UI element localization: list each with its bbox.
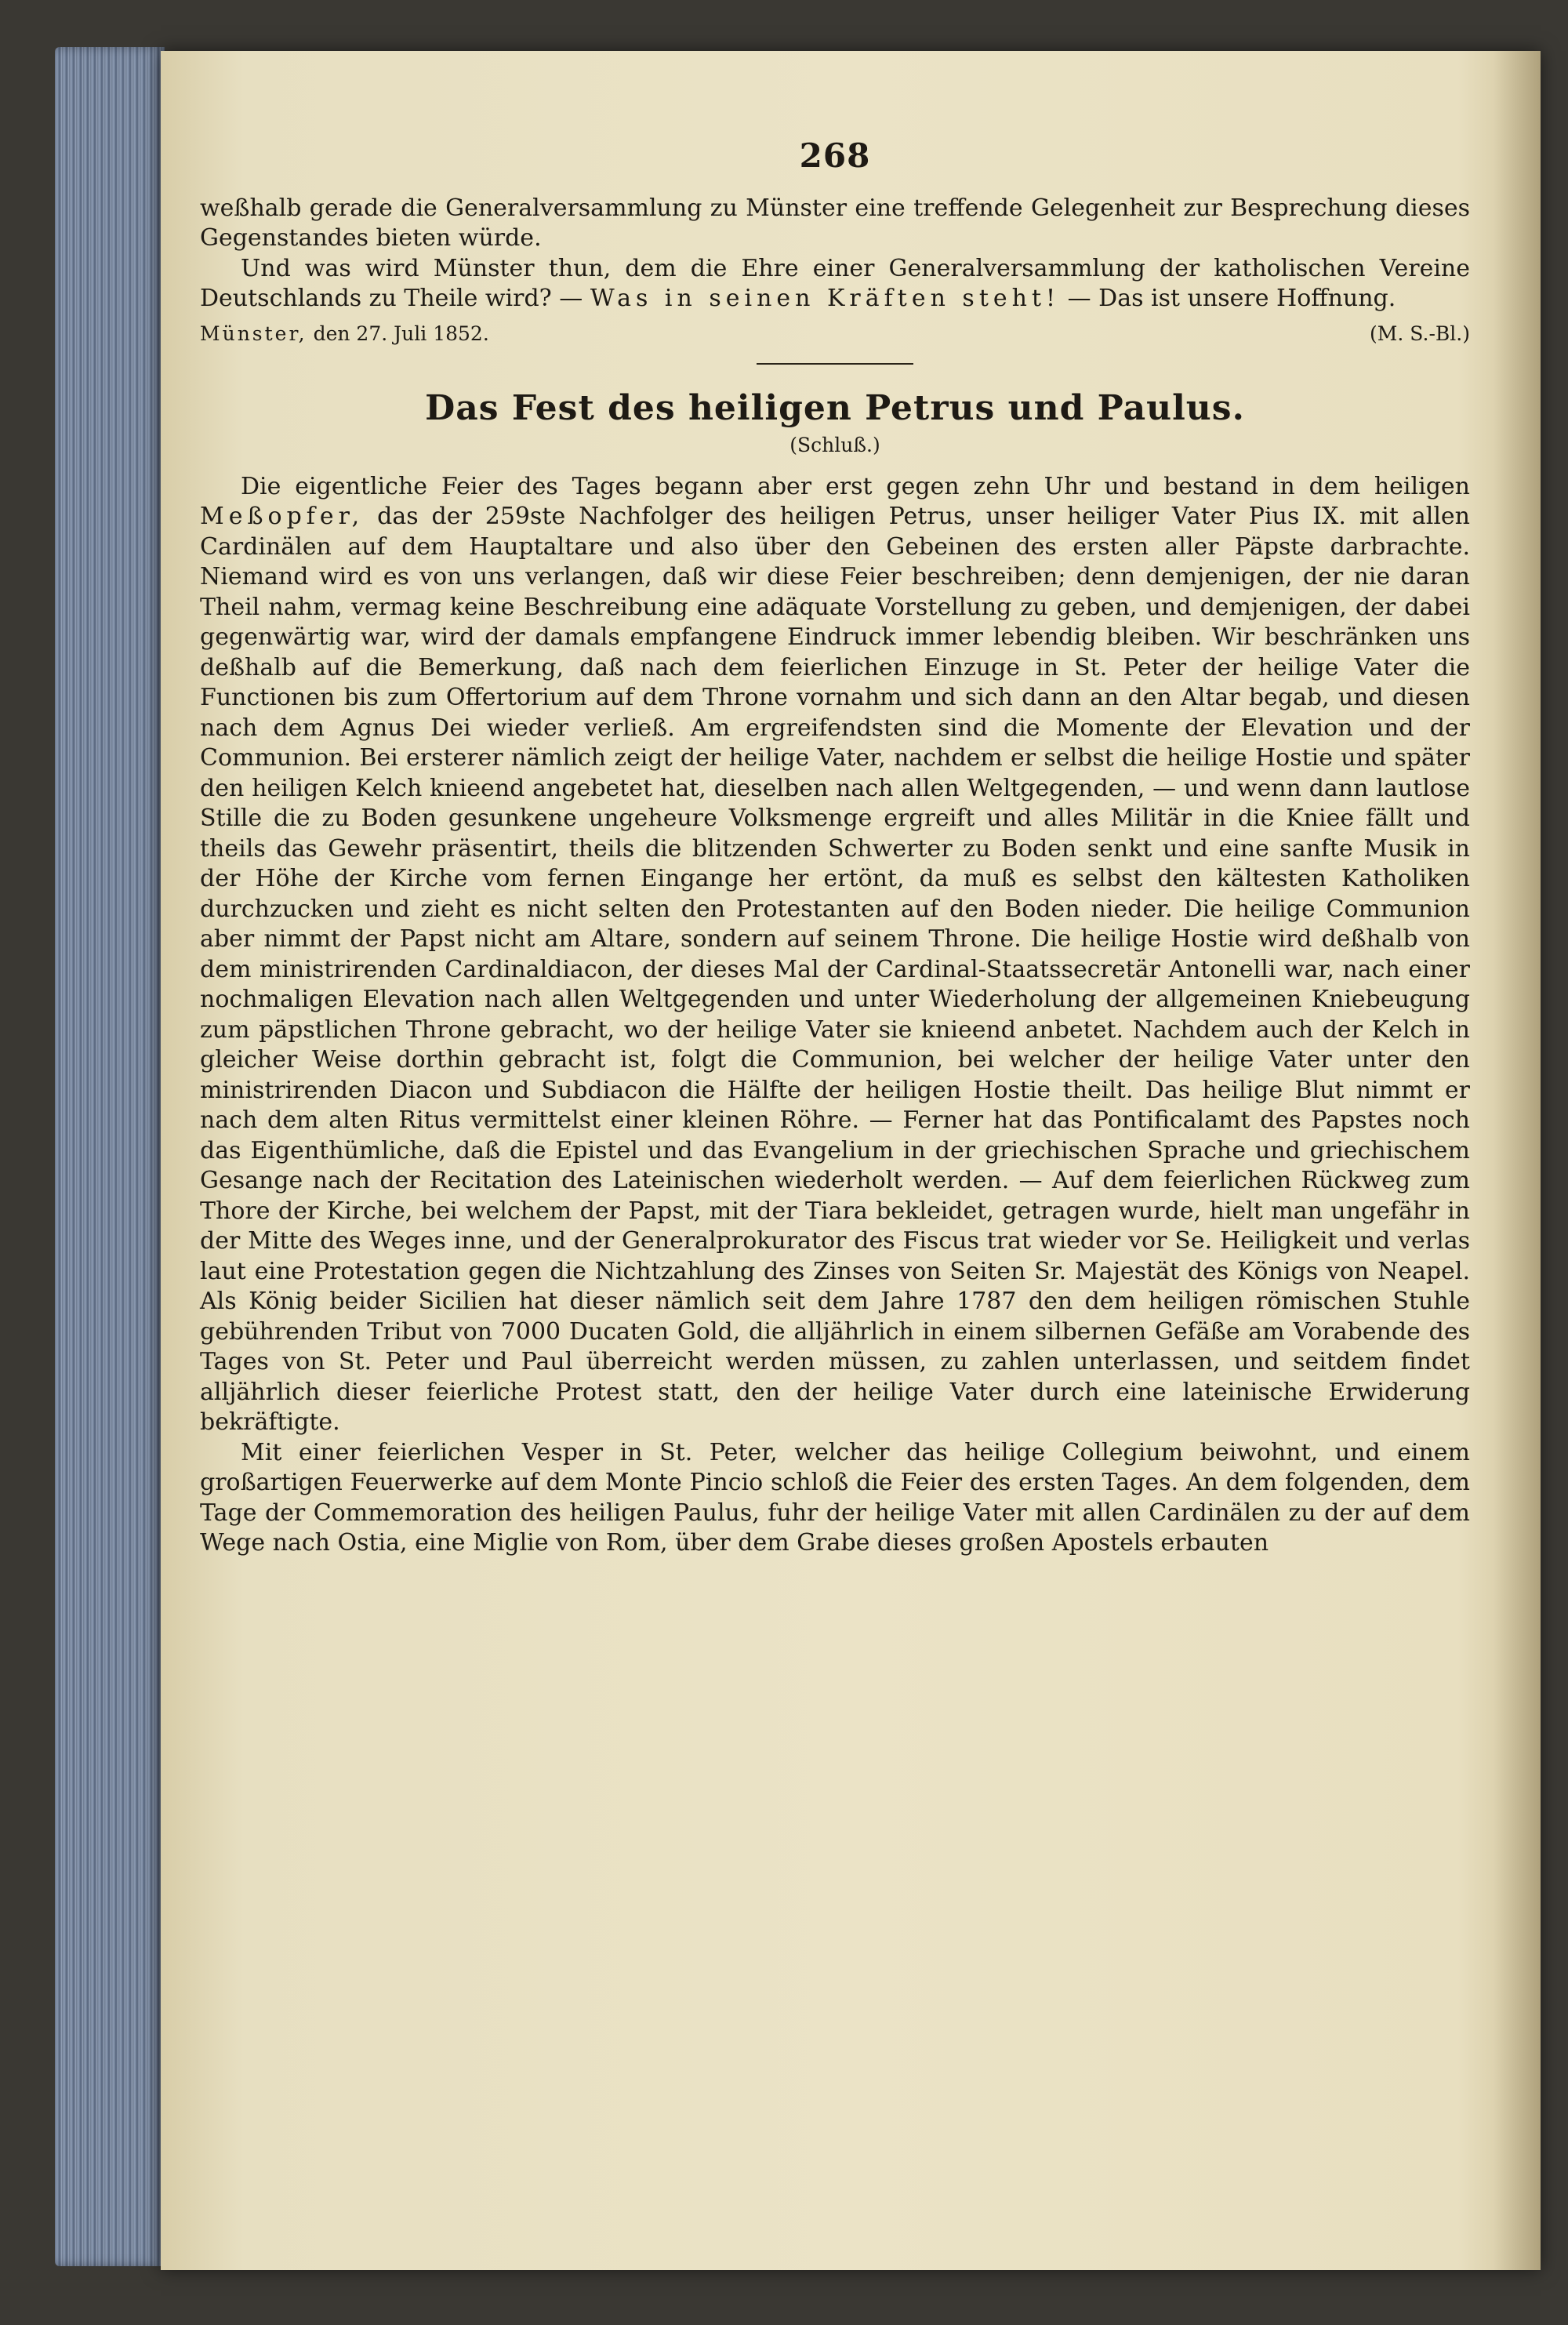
intro-paragraph-2-start: Und was wird Münster thun, dem die Ehre einer Generalversammlung der katholischen Vereine Deutschlands zu Theile wird? — (200, 254, 1470, 312)
signature-source: (M. S.-Bl.) (1370, 322, 1470, 345)
intro-paragraph-2 (200, 254, 1470, 314)
article-paragraph-1 (200, 472, 1470, 1438)
page-content (200, 136, 1470, 1559)
article-title: Das Fest des heiligen Petrus und Paulus. (425, 388, 1245, 428)
signature-line (200, 319, 1470, 350)
page-gutter-shadow (1494, 51, 1541, 2270)
intro-paragraph-2-end: — Das ist unsere Hoffnung. (1060, 285, 1396, 312)
page-number: 268 (799, 136, 871, 175)
article-paragraph-1-start: Die eigentliche Feier des Tages begann aber erst gegen zehn Uhr und bestand in dem heiligen (241, 472, 1470, 500)
signature-date: den 27. Juli 1852. (313, 322, 489, 345)
article-paragraph-2: Mit einer feierlichen Vesper in St. Peter, welcher das heilige Collegium beiwohnt, und einem großartigen Feuerwerke auf dem Monte Pincio schloß die Feier des ersten Tages. An dem folgenden, dem Tage der Commemoration des heiligen Paulus, fuhr der heilige Vater mit allen Cardinälen zu der auf dem Wege nach Ostia, eine Miglie von Rom, über dem Grabe dieses großen Apostels erbauten (200, 1438, 1470, 1557)
intro-paragraph-1: weßhalb gerade die Generalversammlung zu Münster eine treffende Gelegenheit zur Besprechung dieses Gegenstandes bieten würde. (200, 194, 1470, 252)
article-paragraph-1-emphasis: Meßopfer, (200, 503, 365, 530)
article-subtitle: (Schluß.) (789, 434, 880, 456)
book-page-edges (55, 47, 165, 2266)
section-divider (757, 363, 913, 365)
intro-paragraph-2-emphasis: Was in seinen Kräften steht! (590, 285, 1061, 312)
article-paragraph-1-end: das der 259ste Nachfolger des heiligen Petrus, unser heiliger Vater Pius IX. mit allen Cardinälen auf dem Hauptaltare und also über den Gebeinen des ersten aller Päpste darbrachte. Niemand wird es von uns verlangen, daß wir diese Feier beschreiben; denn demjenigen, der nie daran Theil nahm, vermag keine Beschreibung eine adäquate Vorstellung zu geben, und demjenigen, der dabei gegenwärtig war, wird der damals empfangene Eindruck immer lebendig bleiben. Wir beschränken uns deßhalb auf die Bemerkung, daß nach dem feierlichen Einzuge in St. Peter der heilige Vater die Functionen bis zum Offertorium auf dem Throne vornahm und sich dann an den Altar begab, und diesen nach dem Agnus Dei wieder verließ. Am ergreifendsten sind die Momente der Elevation und der Communion. Bei ersterer nämlich zeigt der heilige Vater, nachdem er selbst die heilige Hostie und später den heiligen Kelch knieend angebetet hat, dieselben nach allen Weltgegenden, — und wenn dann lautlose Stille die zu Boden gesunkene ungeheure Volksmenge ergreift und alles Militär in die Kniee fällt und theils das Gewehr präsentirt, theils die blitzenden Schwerter zu Boden senkt und eine sanfte Musik in der Höhe der Kirche vom fernen Eingange her ertönt, da muß es selbst den kältesten Katholiken durchzucken und zieht es nicht selten den Protestanten auf den Boden nieder. Die heilige Communion aber nimmt der Papst nicht am Altare, sondern auf seinem Throne. Die heilige Hostie wird deßhalb von dem ministrirenden Cardinaldiacon, der dieses Mal der Cardinal-Staatssecretär Antonelli war, nach einer nochmaligen Elevation nach allen Weltgegenden und unter Wiederholung der allgemeinen Kniebeugung zum päpstlichen Throne gebracht, wo der heilige Vater sie knieend anbetet. Nachdem auch der Kelch in gleicher Weise dorthin gebracht ist, folgt die Communion, bei welcher der heilige Vater unter den ministrirenden Diacon und Subdiacon die Hälfte der heiligen Hostie theilt. Das heilige Blut nimmt er nach dem alten Ritus vermittelst einer kleinen Röhre. — Ferner hat das Pontificalamt des Papstes noch das Eigenthümliche, daß die Epistel und das Evangelium in der griechischen Sprache und griechischem Gesange nach der Recitation des Lateinischen wiederholt werden. — Auf dem feierlichen Rückweg zum Thore der Kirche, bei welchem der Papst, mit der Tiara bekleidet, getragen wurde, hielt man ungefähr in der Mitte des Weges inne, und der Generalprokurator des Fiscus trat wieder vor Se. Heiligkeit und verlas laut eine Protestation gegen die Nichtzahlung des Zinses von Seiten Sr. Majestät des Königs von Neapel. Als König beider Sicilien hat dieser nämlich seit dem Jahre 1787 den dem heiligen römischen Stuhle gebührenden Tribut von 7000 Ducaten Gold, die alljährlich in einem silbernen Gefäße am Vorabende des Tages von St. Peter und Paul überreicht werden müssen, zu zahlen unterlassen, und seitdem findet alljährlich dieser feierliche Protest statt, den der heilige Vater durch eine lateinische Erwiderung bekräftigte. (200, 503, 1470, 1436)
signature-place: Münster, (200, 322, 307, 345)
signature-place-date (200, 319, 489, 350)
